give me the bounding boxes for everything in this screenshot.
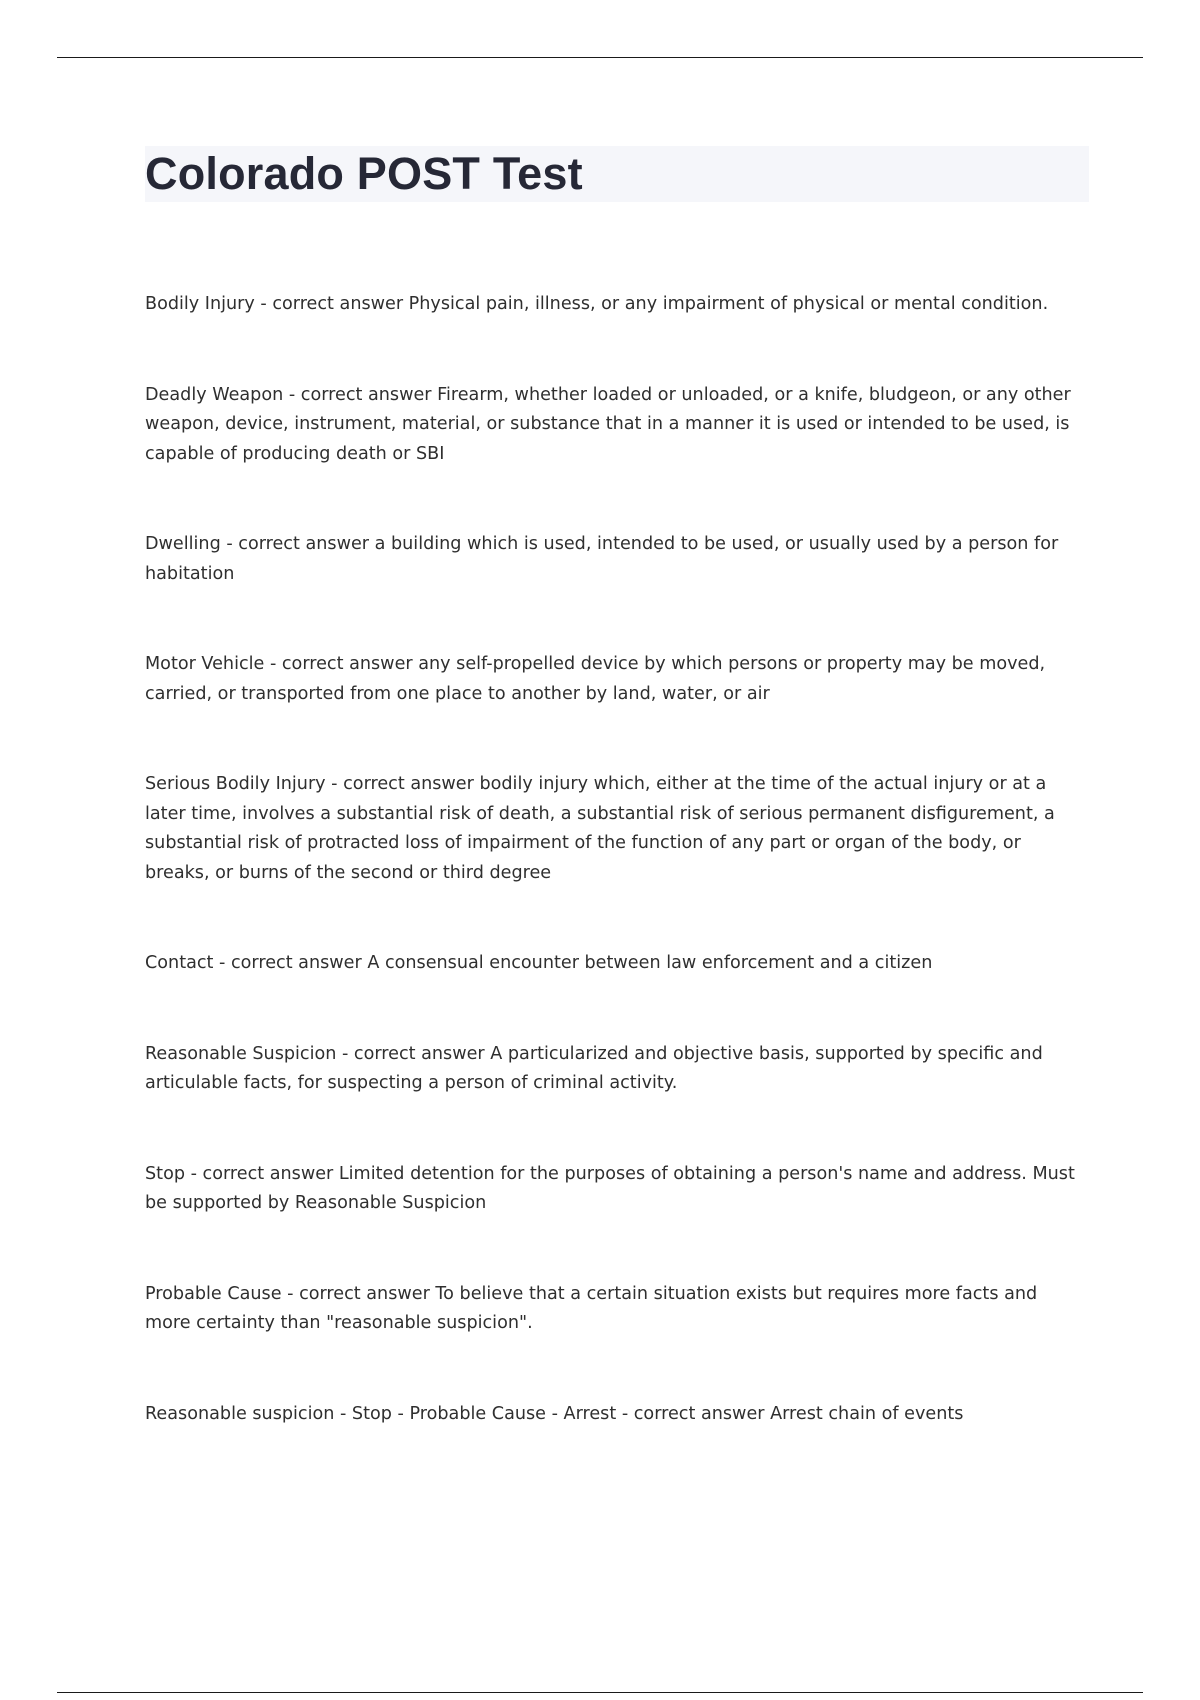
header-rule xyxy=(57,57,1143,58)
flashcard-entry: Reasonable suspicion - Stop - Probable Cause - Arrest - correct answer Arrest chain of events xyxy=(145,1403,964,1424)
flashcard-entry: Deadly Weapon - correct answer Firearm, whether loaded or unloaded, or a knife, bludgeon, or any other weapon, device, instrument, material, or substance that in a manner it is used or intended to be used, is capable of producing death or SBI xyxy=(145,384,1071,464)
flashcard-entry: Probable Cause - correct answer To believe that a certain situation exists but requires more facts and more certainty than "reasonable suspicion". xyxy=(145,1283,1038,1333)
flashcard-entry: Bodily Injury - correct answer Physical pain, illness, or any impairment of physical or mental condition. xyxy=(145,294,1049,314)
flashcard-entry: Contact - correct answer A consensual encounter between law enforcement and a citizen xyxy=(145,953,933,973)
flashcard-list xyxy=(145,290,1080,1490)
flashcard-entry: Motor Vehicle - correct answer any self-propelled device by which persons or property may be moved, carried, or transported from one place to another by land, water, or air xyxy=(145,654,1046,704)
title-banner xyxy=(145,146,1089,202)
page-title: Colorado POST Test xyxy=(145,148,583,199)
flashcard-entry: Dwelling - correct answer a building which is used, intended to be used, or usually used by a person for habitation xyxy=(145,534,1059,584)
flashcard-entry: Stop - correct answer Limited detention for the purposes of obtaining a person's name and address. Must be supported by Reasonable Suspicion xyxy=(145,1163,1075,1213)
flashcard-entry: Serious Bodily Injury - correct answer bodily injury which, either at the time of the actual injury or at a later time, involves a substantial risk of death, a substantial risk of serious permanent disfigurement, a substantial risk of protracted loss of impairment of the function of any part or organ of the body, or breaks, or burns of the second or third degree xyxy=(145,774,1055,883)
flashcard-entry: Reasonable Suspicion - correct answer A particularized and objective basis, supported by specific and articulable facts, for suspecting a person of criminal activity. xyxy=(145,1043,1043,1093)
footer-rule xyxy=(57,1692,1143,1693)
